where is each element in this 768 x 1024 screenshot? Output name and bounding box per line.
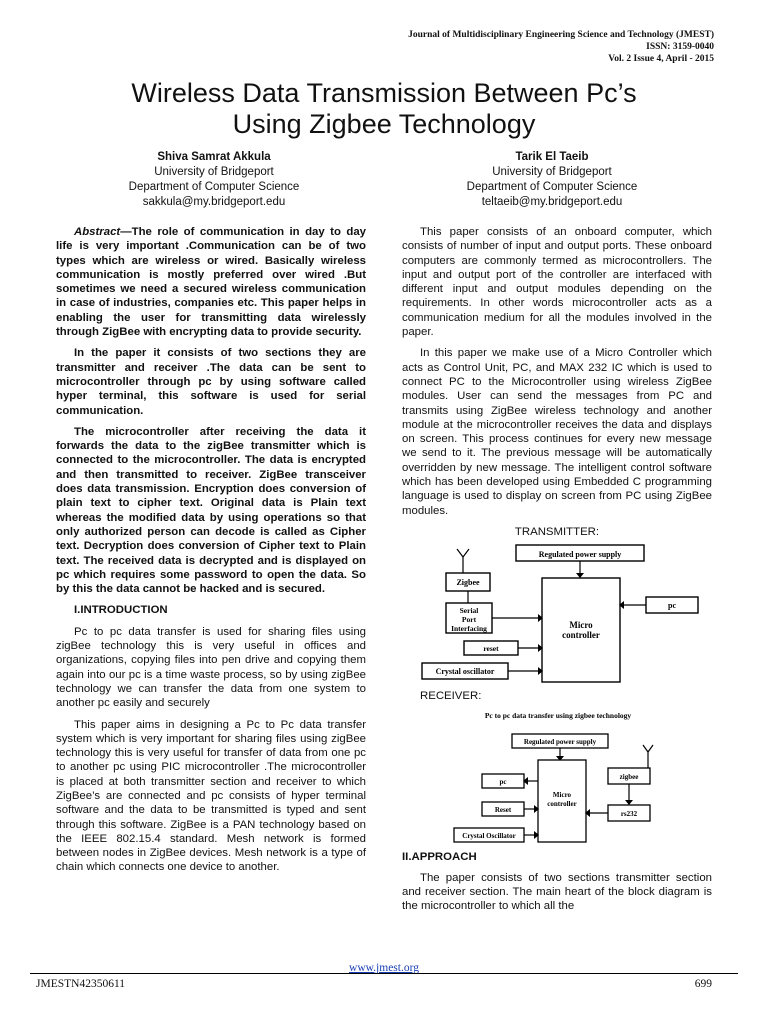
receiver-antenna-icon bbox=[643, 745, 653, 768]
footer-divider bbox=[30, 973, 738, 974]
reset-label: reset bbox=[483, 644, 499, 654]
serial-port-label-2: Port bbox=[461, 615, 477, 625]
serial-port-label-3: Interfacing bbox=[451, 624, 487, 634]
zigbee-label: Zigbee bbox=[456, 578, 480, 588]
abstract-text: —The role of communication in day to day life is very important .Communication can be of two types which are wireless or wired. Basically wireless communication is mostly preferred over wired .But sometimes we need a secured wireless communication in case of industries, companies etc. This paper helps in enabling the user for transmitting data wirelessly through ZigBee with encrypting data to provide security. bbox=[56, 226, 366, 339]
abstract-paragraph bbox=[56, 225, 366, 339]
approach-paragraph-1: The paper consists of two sections transmitter section and receiver section. The main heart of the block diagram is the microcontroller to which all the bbox=[402, 871, 712, 913]
paper-title-line2: Using Zigbee Technology bbox=[232, 109, 536, 139]
author-block-1 bbox=[64, 150, 364, 210]
author-name: Shiva Samrat Akkula bbox=[157, 151, 271, 163]
microcontroller-label-2: controller bbox=[562, 630, 600, 641]
microcontroller-label-1: Micro bbox=[569, 620, 593, 631]
author-name: Tarik El Taeib bbox=[515, 151, 589, 163]
journal-volume: Vol. 2 Issue 4, April - 2015 bbox=[608, 54, 714, 64]
introduction-heading: I.INTRODUCTION bbox=[74, 604, 168, 617]
author-affiliation: University of Bridgeport bbox=[154, 166, 274, 178]
receiver-regulated-power-supply-label: Regulated power supply bbox=[523, 737, 597, 746]
author-affiliation: University of Bridgeport bbox=[492, 166, 612, 178]
approach-heading: II.APPROACH bbox=[402, 850, 477, 863]
receiver-label: RECEIVER: bbox=[420, 690, 482, 703]
receiver-zigbee-label: zigbee bbox=[619, 772, 639, 781]
left-column bbox=[56, 225, 366, 882]
journal-website-link[interactable]: www.jmest.org bbox=[349, 962, 419, 974]
body-paragraph-1: This paper consists of an onboard computer, which consists of number of input and output ports. These onboard computers are commonly termed as microcontrollers. The input and output port of the controller are interfaced with different input and output modules depending on the requirements. In other words microcontroller acts as a communication medium for all the modules involved in the paper. bbox=[402, 226, 712, 339]
body-paragraph-2: In this paper we make use of a Micro Controller which acts as Control Unit, PC, and MAX 232 IC which is used to connect PC to the Microcontroller using wireless ZigBee modules. User can send the messages from PC and transmits using ZigBee wireless technology and another module at the microcontroller receives the data and displays on screen. This process continues for every new message we send to it. The previous message will be automatically overridden by new message. The intelligent control software which has been developed using Embedded C programming language is used to display on screen from PC using ZigBee modules. bbox=[402, 347, 712, 517]
rs232-label: rs232 bbox=[620, 809, 638, 818]
author-block-2 bbox=[402, 150, 702, 210]
crystal-oscillator-label: Crystal oscillator bbox=[435, 667, 495, 677]
page-number: 699 bbox=[694, 978, 712, 990]
transmitter-label: TRANSMITTER: bbox=[514, 525, 600, 538]
receiver-reset-label: Reset bbox=[494, 805, 512, 814]
receiver-crystal-oscillator-label: Crystal Oscillator bbox=[462, 831, 516, 840]
paper-title-line1: Wireless Data Transmission Between Pc’s bbox=[131, 78, 637, 108]
paper-title bbox=[40, 78, 728, 140]
receiver-microcontroller-label-1: Micro bbox=[552, 790, 572, 799]
regulated-power-supply-label: Regulated power supply bbox=[538, 550, 622, 560]
abstract-paragraph-2: In the paper it consists of two sections they are transmitter and receiver .The data can be sent to microcontroller through pc by using software called hyper terminal, this software is used for serial communication. bbox=[56, 347, 366, 417]
right-column bbox=[402, 225, 712, 921]
author-department: Department of Computer Science bbox=[128, 181, 300, 193]
abstract-paragraph-3: The microcontroller after receiving the data it forwards the data to the zigBee transmitter which is connected to the microcontroller. The data is encrypted and then transmitted to receiver. ZigBee transceiver does data transmission. Encryption does conversion of plain text to cipher text. Original data is Plain text whereas the modified data by using operations so that only authorized person can decode is called as Cipher text. Decryption does conversion of Cipher text to Plain text. The received data is decrypted and is displayed on pc which requires some password to open the data. So by this the data cannot be hacked and is secured. bbox=[56, 425, 366, 596]
pc-label: pc bbox=[668, 601, 676, 611]
abstract-label: Abstract bbox=[74, 226, 121, 238]
receiver-pc-label: pc bbox=[499, 777, 507, 786]
antenna-icon bbox=[457, 549, 469, 573]
journal-name: Journal of Multidisciplinary Engineering Science and Technology (JMEST) bbox=[408, 30, 714, 40]
author-email: sakkula@my.bridgeport.edu bbox=[142, 196, 286, 208]
journal-issn: ISSN: 3159-0040 bbox=[646, 42, 714, 52]
introduction-paragraph-1: Pc to pc data transfer is used for sharing files using zigBee technology this is very useful in offices and organizations, copying files into pen drive and copying them again into our pc is a time waste process, so by using zigBee technology we can transfer the data from one system to another pc easily and securely bbox=[56, 625, 366, 710]
receiver-diagram-caption: Pc to pc data transfer using zigbee technology bbox=[484, 710, 632, 720]
journal-header bbox=[408, 29, 714, 65]
receiver-microcontroller-label-2: controller bbox=[547, 799, 577, 808]
introduction-paragraph-2: This paper aims in designing a Pc to Pc data transfer system which is very important for sharing files using zigBee technology this is very useful for transfer of data from one pc to another pc using PIC microcontroller .The microcontroller is placed at both transmitter section and receiver to which ZigBee’s are connected and pc consists of hyper terminal software and the data to be transmitted is typed and sent through this software. ZigBee is a PAN technology based on the IEEE 802.15.4 standard. Mesh network is formed between nodes in ZigBee devices. Mesh network is a type of chain which connects one device to another. bbox=[56, 718, 366, 874]
serial-port-label-1: Serial bbox=[459, 606, 479, 616]
paper-id: JMESTN42350611 bbox=[36, 978, 126, 990]
receiver-diagram bbox=[408, 708, 708, 848]
transmitter-diagram bbox=[420, 543, 710, 685]
author-email: teltaeib@my.bridgeport.edu bbox=[481, 196, 623, 208]
author-department: Department of Computer Science bbox=[466, 181, 638, 193]
